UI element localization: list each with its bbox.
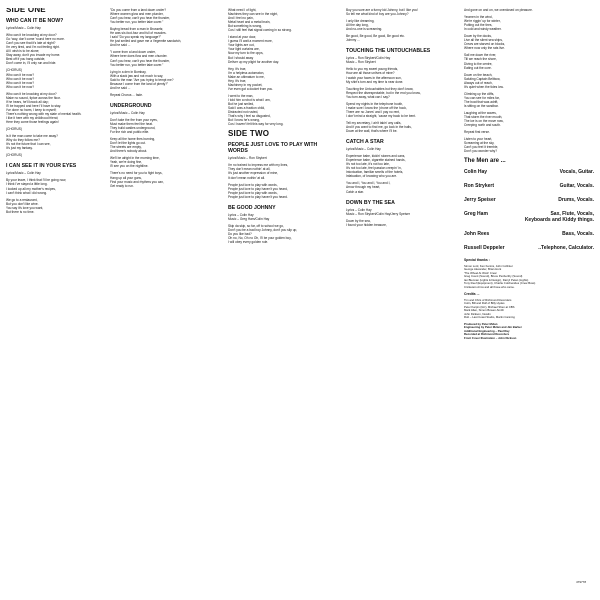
lyric-line: I don't mind a straight, 'cause my back to be bent.	[346, 113, 416, 118]
stanza	[346, 8, 456, 16]
lyric-line: There's no need for you to fight boys,	[110, 171, 163, 176]
lyric-line: I watch your faces in the afternoon sun,	[346, 75, 402, 80]
stanza	[346, 121, 456, 133]
stanza	[464, 137, 594, 153]
stanza	[228, 183, 338, 199]
lyric-line: Johnny ...	[346, 38, 360, 43]
lyric-line: Can't you hear, can't you hear the thunder,	[110, 58, 170, 63]
lyric-line: I've even got a docket from you.	[228, 86, 274, 91]
lyric-line: My shirt's torn and my time is near done.	[346, 79, 404, 84]
lyric-line: Your lights are out,	[228, 43, 255, 48]
credits-line: John Dickson, Newlin	[464, 311, 491, 316]
lyric-line: What need I of light,	[228, 8, 257, 12]
member-name: Colin Hay	[464, 169, 488, 176]
lyric-line: I stand at your door,	[228, 35, 257, 40]
lyric-line: It's just my fantasy.	[6, 146, 33, 151]
song-credit: Lyrics – Colin Hay Music – Greg Ham/Colin Hay	[228, 212, 270, 221]
lyric-line: You better run, you better take cover."	[110, 62, 164, 67]
lyric-line: Hey, it's true,	[228, 66, 247, 71]
member-name: Ron Strykert	[464, 183, 495, 190]
stanza	[464, 8, 594, 12]
lyric-line: Experience babe, cigarette stained hands,	[346, 158, 406, 163]
lyric-line: Where now only the rats live.	[464, 46, 505, 51]
lyric-line: But I know he's wrong,	[228, 118, 260, 123]
band-member	[464, 245, 594, 251]
lyric-line: But he just smiled,	[228, 101, 255, 106]
lyric-line: There are no Jones' and I pay no rent,	[346, 109, 400, 114]
lyric-line: Boy you sure are a funny kid Johnny, but I like you!	[346, 8, 418, 12]
stanza	[346, 154, 456, 178]
lyric-line: I only like dreaming,	[346, 19, 375, 24]
lyric-line: People just love to play with words,	[228, 190, 278, 195]
stanza	[228, 224, 338, 244]
lyric-line: I said "Do you speak my language?"	[110, 35, 162, 40]
song-credit: Lyrics/Music – Ron Strykert	[228, 156, 267, 161]
special-line: 'The Wheel At Work' Crew:	[464, 270, 498, 275]
produced-line: Produced by Peter McIan	[464, 321, 498, 326]
lyric-line: Down by the sea,	[346, 218, 371, 223]
lyric-line: Don't take the fire from your eyes,	[110, 117, 158, 122]
lyric-line: Metal heart and a metal brain,	[228, 20, 271, 25]
band-member	[464, 211, 594, 223]
song-block	[228, 8, 338, 126]
lyric-line: Here they come those feelings again!	[6, 120, 59, 125]
lyric-line: (CHORUS)	[6, 127, 22, 132]
stanza	[110, 8, 220, 24]
lyric-line: Machinery in my pocket,	[228, 82, 263, 87]
lyric-line: Intoxication, familiar smells of the hotels,	[346, 170, 404, 175]
lyric-line: So tell me what kind of boy are you Johnny?	[346, 12, 409, 17]
lyric-line: And I feel no pain,	[228, 16, 254, 21]
song-block	[346, 8, 456, 42]
lyric-line: I told him a robot is what I am,	[228, 97, 271, 102]
lyric-line: Distracted not rusted,	[228, 110, 259, 115]
stanza	[346, 67, 456, 83]
lyric-line: And he said ...	[110, 85, 131, 90]
lyric-line: I'll be trapped and here I'll have to stay.	[6, 103, 62, 108]
member-name: Jerry Speiser	[464, 197, 496, 204]
credits-line: Colin, Bill and Rolf of Billy Hydes	[464, 301, 505, 306]
stanza	[110, 70, 220, 90]
credits-block	[464, 259, 594, 340]
lyric-line: Why do they follow me?	[6, 138, 40, 143]
lyric-line: Be good, Be good, Be good, Be good etc.	[346, 34, 405, 39]
lyric-line: I'll see you on the nightline.	[110, 164, 149, 169]
lyric-line: Tell my secretary, I ain't takin' any calls,	[346, 120, 402, 125]
lyric-line: Till we reach the shore,	[464, 57, 497, 62]
lyric-line: Putting out the tires,	[464, 23, 493, 28]
lyric-line: Must make them feel the heat.	[110, 121, 153, 126]
lyric-line: Don't come in, I'll only run and hide.	[6, 61, 57, 66]
stanza	[464, 73, 594, 89]
song-title: UNDERGROUND	[110, 102, 152, 109]
stanza	[346, 87, 456, 99]
lyric-line: I like it here with my childhood friend;	[6, 115, 59, 120]
the-men-are-heading: The Men are ...	[464, 158, 506, 165]
song-credit: Lyrics/Music – Colin Hay	[346, 147, 381, 152]
member-role: ..Telephone, Calculator.	[538, 245, 594, 252]
lyric-line: For the rich and public elite.	[110, 130, 150, 135]
stanza	[464, 111, 594, 127]
lyric-line: I looked up all my mother's recipes,	[6, 186, 56, 191]
lyric-line: Who can it be knocking at my door?	[6, 33, 57, 38]
lyric-line: Machines they can see in the night,	[228, 12, 278, 17]
lyric-line: He just smiled and gave me a Vegemite sandwich,	[110, 39, 182, 44]
song-title: DOWN BY THE SEA	[346, 199, 395, 206]
lyric-line: Now my turn to fire opps,	[228, 51, 264, 56]
stanza	[110, 156, 220, 168]
song-title: I CAN SEE IT IN YOUR EYES	[6, 163, 77, 170]
lyric-line: Make no sound, tiptoe across the floor.	[6, 95, 61, 100]
column-4	[346, 8, 456, 592]
column-2	[110, 8, 220, 592]
lyric-line: Get ready to run.	[110, 183, 134, 188]
lyric-line: But something is wrong,	[228, 24, 263, 29]
lyric-line: "I come from a land down under,	[110, 50, 156, 55]
lyric-line: Lying in a den in Bombay,	[110, 69, 147, 74]
lyric-line: Saluting Captain Beltbow,	[464, 76, 501, 81]
special-line: Cricketers Arms and all those who came.	[464, 284, 515, 289]
lyric-line: Skip da skip, so far, off to school we go,	[228, 223, 284, 228]
stanza	[346, 181, 456, 193]
stanza	[110, 27, 220, 47]
lyric-line: Experience babe, kickin' stones and cans,	[346, 154, 406, 159]
lyric-line: Can't you see that it's late at night?	[6, 41, 56, 46]
lyric-line: "Do you come from a land down under?	[110, 8, 167, 12]
lyric-line: Down by the docks,	[464, 34, 492, 39]
stanza	[6, 92, 104, 124]
member-role: Sax, Flute, Vocals, Keyboards and Kiddy things.	[524, 211, 594, 224]
lyric-line: Where women glow and men plunder,	[110, 12, 164, 17]
lyric-line: Make an ultimatum to me,	[228, 74, 265, 79]
lyric-line: Hey, it's true,	[228, 78, 247, 83]
song-credit: Lyrics/Music – Colin Hay	[110, 110, 145, 115]
lyric-line: Best off if you hang outside,	[6, 57, 46, 62]
lyric-line: You can see for miles far,	[464, 95, 500, 100]
lyric-line: They don't mean nothin' at all,	[228, 167, 271, 172]
credits-line: Mark Allen, Simon Bowen-Smith	[464, 308, 504, 313]
lyric-line: Oh no, No, Oh no Oh, I'll be your golden boy,	[228, 235, 292, 240]
stanza	[110, 137, 220, 153]
lyric-line: Crews are starved on blocks,	[464, 42, 506, 47]
lyric-line: Respect the disrespectable, but in the end you know,	[346, 90, 421, 95]
credits-line: Rob – Last Coast Studio, Martin Canning	[464, 315, 515, 320]
song-block	[110, 8, 220, 97]
lyric-line: Is sitting on the sandbar.	[464, 103, 499, 108]
lyric-line: Don't let the lights go out.	[110, 141, 146, 146]
lyric-line: In cold and windy weather.	[464, 27, 502, 32]
lyric-line: Always out of reach,	[464, 80, 493, 85]
band-member	[464, 197, 594, 203]
song-block	[346, 139, 456, 193]
stanza	[464, 53, 594, 69]
lyric-line: Keep all the home fires burning,	[110, 137, 156, 142]
stanza	[464, 34, 594, 50]
lyric-line: It's not the future that I can see,	[6, 142, 51, 147]
member-name: Greg Ham	[464, 211, 488, 218]
lyric-line: It's not too late, feel passion creepin' in,	[346, 166, 402, 171]
lyric-line: Hang up all your guns,	[110, 175, 142, 180]
member-role: Guitar, Vocals.	[559, 183, 594, 190]
lyric-line: Stay away, don't you invade my home.	[6, 53, 61, 58]
special-line: Ian Blennan (Lights & Design), Darryl Petan (Lights)	[464, 277, 529, 282]
lyric-line: Yeah, we're doing fine,	[110, 160, 143, 165]
lyric-line: Go 'way, don't come 'round here no more.	[6, 37, 65, 42]
credits-line: Tim and Chris of Richmond Recorders	[464, 297, 512, 302]
produced-line: Recorded at Richmond Recorders	[464, 332, 510, 337]
lyric-line: People just love to play haven't you heard,	[228, 186, 288, 191]
band-member	[464, 183, 594, 189]
stanza	[110, 118, 220, 134]
lyric-line: I can't think what I did wrong.	[6, 190, 48, 195]
special-line: Simon Lord, Ken Kenins, John Collinter	[464, 263, 513, 268]
lyric-line: And if you want to find me, go look in the halls,	[346, 124, 412, 129]
lyric-line: Climbing up the cliffs,	[464, 91, 495, 96]
lyric-line: We're riggin' up for winter,	[464, 19, 501, 24]
stanza	[464, 92, 594, 108]
lyric-line: Who can it be now?	[6, 72, 34, 77]
lyric-line: Who can it be now?	[6, 76, 34, 81]
lyric-line: I went to the man,	[228, 93, 254, 98]
lyric-line: Infatuation, of knowing who you are.	[346, 174, 398, 179]
produced-line: Additional Engineering – Paul Ray	[464, 328, 510, 333]
lyric-line: I'm a helpless automaton,	[228, 70, 265, 75]
stanza	[464, 130, 594, 134]
lyric-line: Down on the beach,	[464, 72, 493, 77]
catalog-code: 479778	[575, 579, 586, 584]
stanza	[228, 163, 338, 179]
lyric-line: The ice is on the move now,	[464, 119, 504, 124]
lyric-line: The streets are empty,	[110, 145, 142, 150]
side-one-heading: SIDE ONE	[6, 8, 46, 14]
lyric-line: Your light curtains are,	[228, 47, 260, 52]
song-block	[228, 205, 338, 244]
lyric-line: Deliver up my plight for another day.	[228, 59, 279, 64]
lyric-line: It don't mean nothin' at all.	[228, 175, 266, 180]
band-members	[464, 169, 594, 251]
song-credit: Lyrics/Music – Colin Hay	[6, 171, 41, 176]
lyric-line: All the day long,	[346, 23, 369, 28]
lyric-line: Said I was a fraction child,	[228, 106, 266, 111]
lyric-line: People just love to play haven't you heard.	[228, 194, 288, 199]
lyric-line: Can't you hear, can't you hear the thunder,	[110, 16, 170, 21]
lyric-line: They build castles underground,	[110, 126, 156, 131]
song-title: PEOPLE JUST LOVE TO PLAY WITH WORDS	[228, 142, 318, 155]
stanza	[6, 33, 104, 65]
lyric-line: Is it the man come to take me away?	[6, 134, 58, 139]
lyric-line: Live all the silent sea ships,	[464, 38, 503, 43]
member-role: Bass, Vocals.	[562, 231, 594, 238]
stanza	[346, 19, 456, 31]
lyric-line: I will obey every golden rule.	[228, 240, 269, 245]
lyric-line: We go to a restaurant,	[6, 197, 38, 202]
lyric-line: Laughing at the waves,	[464, 110, 497, 115]
down-by-the-sea-continued	[464, 8, 594, 153]
song-block	[228, 142, 338, 198]
stanza	[6, 127, 104, 131]
lyric-line: Hello to you my sweet young friends,	[346, 67, 399, 72]
lyric-line: Don't you be a bad boy Johnny, don't you slip up,	[228, 227, 298, 232]
stanza	[110, 50, 220, 66]
lyric-line: Diving to the centre,	[464, 61, 493, 66]
lyric-line: Don't you wonder why?	[464, 149, 498, 154]
lyric-line: He was six-foot-four and full of muscles.	[110, 31, 167, 36]
lyric-line: Buying bread from a man in Brussels;	[110, 27, 164, 32]
lyric-line: You turn away, what can I say?	[346, 94, 390, 99]
lyric-line: Creeping north and south.	[464, 123, 501, 128]
lyric-line: And he said ...	[110, 43, 131, 48]
band-member	[464, 169, 594, 175]
lyric-line: It's just another expression of mine,	[228, 171, 279, 176]
song-block	[346, 48, 456, 133]
lyric-line: The boat that was adrift,	[464, 99, 499, 104]
song-title: TOUCHING THE UNTOUCHABLES	[346, 48, 431, 55]
lyric-line: I'm very tired, and I'm not feeling right.	[6, 45, 60, 50]
stanza	[346, 102, 456, 118]
special-line: George Alexander, Brian Hunt	[464, 267, 502, 272]
credits-heading: Credits ...	[464, 292, 480, 297]
lyric-line: Who can it be now?	[6, 84, 34, 89]
lyric-line: With a slack jaw and not much to say,	[110, 73, 164, 78]
side-two-heading: SIDE TWO	[228, 129, 270, 139]
produced-line: Engineering by Peter McIan and Jim Barber	[464, 325, 522, 330]
lyric-line: I make sure I know the 'phone off the hook,	[346, 105, 407, 110]
lyric-line: Spend my nights in the telephone booth,	[346, 101, 404, 106]
lyric-line: I guess I'll wait a moment more,	[228, 39, 273, 44]
lyric-line: Screaming at the sky,	[464, 141, 495, 146]
lyric-line: Where beer does flow and men chunder.	[110, 54, 168, 59]
lyric-line: I'm no trained to impress me with my lines,	[228, 163, 289, 168]
stanza	[6, 153, 104, 157]
song-title: WHO CAN IT BE NOW?	[6, 18, 64, 25]
lyric-line: Arrow through my heart,	[346, 185, 381, 190]
song-block	[346, 200, 456, 227]
stanza	[464, 15, 594, 31]
band-member	[464, 231, 594, 237]
lyric-line: Yeomen in the wind,	[464, 15, 493, 20]
special-thanks-heading: Special thanks :	[464, 258, 490, 263]
lyric-line: Who can it be now?	[6, 80, 34, 85]
lyric-line: Down at the wall, that's where I'll be.	[346, 129, 398, 134]
song-credit: Lyrics – Colin Hay Music – Ron Strykert/Colin Hay/Jerry Speiser	[346, 207, 410, 216]
stanza	[228, 94, 338, 126]
lyric-line: Cos I haven't felt this way for very long.	[228, 122, 284, 127]
lyric-line: (CHORUS)	[6, 153, 22, 158]
lyric-line: I think I've stayed a little long.	[6, 182, 48, 187]
lyric-line: Do you like bad?	[228, 231, 252, 236]
stanza	[110, 93, 220, 97]
song-title: BE GOOD JOHNNY	[228, 204, 276, 211]
stanza	[6, 134, 104, 150]
lyric-line: And no-one is screaming.	[346, 27, 383, 32]
stanza	[228, 67, 338, 91]
lyric-line: Said to the man "Are you trying to tempt me?	[110, 77, 174, 82]
lyric-line: Sail me down the river,	[464, 53, 497, 58]
lyric-line: Repeat Chorus ... fade.	[110, 92, 143, 97]
member-name: John Rees	[464, 231, 490, 238]
song-block	[6, 163, 104, 213]
lyric-line: By your leave, I think that I'll be going now,	[6, 178, 67, 183]
lyric-line: That storm the river mouth,	[464, 115, 503, 120]
credits-line: Peter Karpin (GC), Michael Shen at CBS	[464, 304, 515, 309]
lyric-line: But you don't like wine.	[6, 201, 39, 206]
member-role: Drums, Vocals.	[558, 197, 594, 204]
lyric-line: Listen to your heart,	[464, 137, 493, 142]
lyric-line: Find your music and rhythms you can,	[110, 179, 164, 184]
lyric-line: How are all those unlives of mine?	[346, 71, 395, 76]
stanza	[6, 68, 104, 88]
lyric-line: Who can it be knocking at my door?	[6, 91, 57, 96]
lyric-line: Can't you feel it tremble,	[464, 145, 499, 150]
lyric-line: It's not too late, it's not too late,	[346, 162, 390, 167]
lyric-line: People just love to play with words,	[228, 182, 278, 187]
stanza	[6, 198, 104, 214]
special-line: Tony Reef (Equipment), Charlie Colchenides (Crew Boss)	[464, 281, 536, 286]
lyric-line: We'll be alright in the morning time,	[110, 156, 160, 161]
lyric-line: You say it's love you want,	[6, 205, 44, 210]
member-name: Russell Deppeler	[464, 245, 505, 252]
stanza	[346, 34, 456, 42]
member-role: Vocals, Guitar.	[559, 169, 594, 176]
song-credit: Lyrics – Ron Strykert/Colin Hay Music – Ron Strykert	[346, 56, 391, 65]
lyric-line: But I should away	[228, 55, 254, 60]
lyric-line: (CHORUS)	[6, 68, 22, 73]
lyric-line: But there is no time.	[6, 209, 35, 214]
lyric-line: Eating out the core.	[464, 65, 492, 70]
lyric-line: And gone on and on, we overdosed on pleasure.	[464, 8, 533, 12]
special-line: Greg Count (Sound), Bruce Penberthy (Sound)	[464, 274, 523, 279]
lyric-line: If he hears, he'll knock all day;	[6, 99, 49, 104]
stanza	[6, 178, 104, 194]
song-credit: Lyrics/Music – Colin Hay	[6, 26, 41, 31]
lyric-line: All I wish is to be alone;	[6, 49, 40, 54]
lyric-line: Repeat first verse.	[464, 130, 490, 135]
stanza	[228, 8, 338, 32]
stanza	[228, 35, 338, 63]
lyric-line: Touching the Untouchables but they don't know,	[346, 86, 414, 91]
lyric-line: Catch a star.	[346, 189, 364, 194]
produced-line: Front Cover Illustration – John Dickson	[464, 335, 517, 340]
stanza	[346, 219, 456, 227]
lyric-line: Because I come from the land of plenty?"	[110, 81, 169, 86]
column-5	[464, 8, 594, 592]
song-block	[110, 103, 220, 188]
column-1	[6, 8, 104, 592]
lyric-line: It's quiet when the tides low.	[464, 84, 504, 89]
stanza	[110, 171, 220, 187]
song-block	[6, 18, 104, 157]
lyric-line: I've done no harm, I keep to myself;	[6, 107, 57, 112]
song-title: CATCH A STAR	[346, 139, 384, 146]
lyric-line: You better run, you better take cover."	[110, 20, 164, 25]
column-3	[228, 8, 338, 592]
lyric-line: You and I, You and I, You and I,	[346, 181, 391, 186]
lyric-line: I found your hidden treasure,	[346, 222, 387, 227]
lyric-line: There's nothing wrong with my state of mental health.	[6, 111, 82, 116]
lyric-line: That's why I feel so disgusted,	[228, 114, 271, 119]
lyric-line: Cos I still feel that signal coming in so strong.	[228, 28, 292, 33]
lyric-line: And there's nobody about.	[110, 149, 148, 154]
